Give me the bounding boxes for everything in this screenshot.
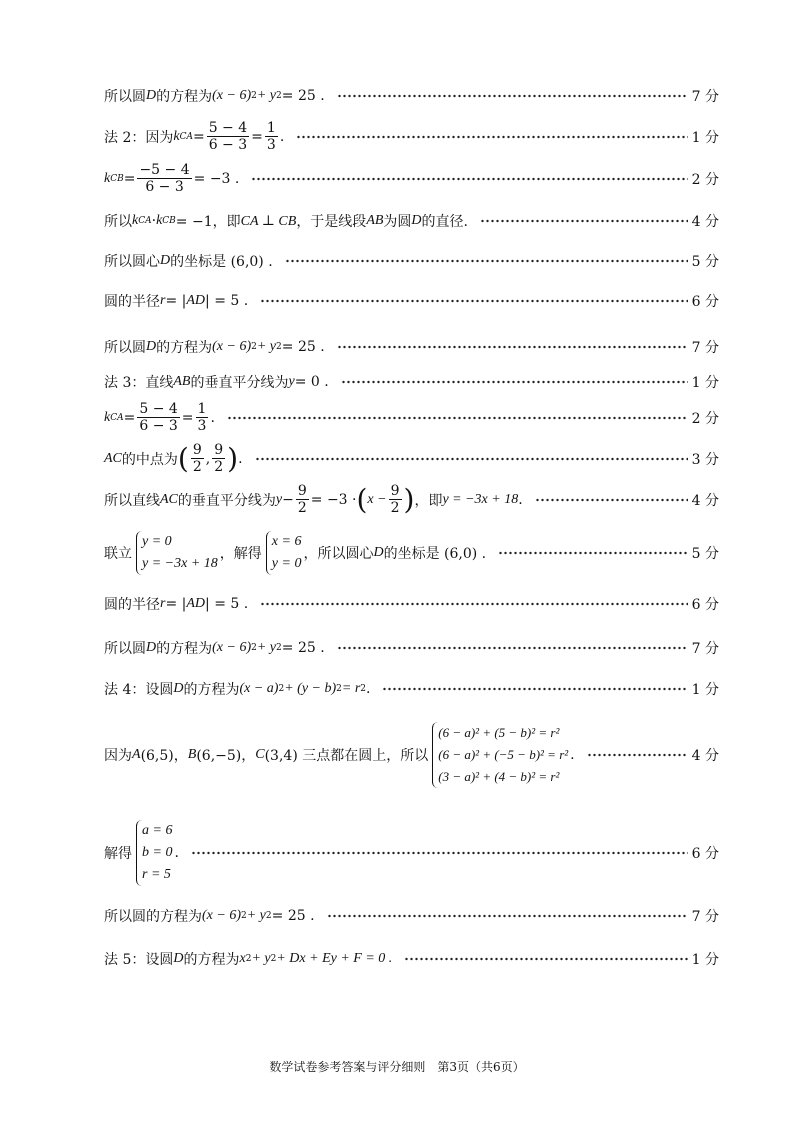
fraction xyxy=(389,483,402,516)
answer-line xyxy=(104,211,719,231)
paren-right: ) xyxy=(403,482,415,516)
math-expression: + y xyxy=(246,908,266,923)
math-expression: = | xyxy=(165,293,187,309)
math-expression: x xyxy=(239,951,246,966)
fraction xyxy=(191,442,204,475)
math-expression: = −3 · xyxy=(310,491,357,508)
score-label: 7 分 xyxy=(691,641,719,657)
math-expression: | = 5 . xyxy=(205,596,249,612)
equation: r = 5 xyxy=(142,867,171,882)
text: 为圆 xyxy=(383,214,412,230)
subscript: CA xyxy=(110,412,124,423)
math-expression: = xyxy=(192,128,205,145)
score-label: 2 分 xyxy=(691,171,719,188)
math-symbol: y xyxy=(275,491,283,507)
dot-leader xyxy=(296,134,687,140)
math-expression: . xyxy=(518,491,523,508)
math-symbol: k xyxy=(132,213,139,228)
math-symbol: D xyxy=(146,88,157,103)
denominator: 2 xyxy=(192,459,202,476)
numerator: 5 − 4 xyxy=(139,401,178,417)
text: 的坐标是 (6,0) . xyxy=(383,546,487,562)
answer-line xyxy=(104,120,719,153)
equation: x = 6 xyxy=(271,534,302,549)
superscript: 2 xyxy=(276,342,282,352)
denominator: 6 − 3 xyxy=(145,179,184,196)
answer-line xyxy=(104,251,719,271)
numerator: 1 xyxy=(266,120,276,136)
line-content xyxy=(104,820,179,886)
math-expression: = xyxy=(123,409,136,426)
text: 的方程为 xyxy=(183,682,240,698)
answer-line xyxy=(104,162,719,195)
numerator: 9 xyxy=(297,483,307,499)
superscript: 2 xyxy=(360,684,367,694)
math-symbol: k xyxy=(104,170,111,186)
answer-line xyxy=(104,594,719,614)
answer-line xyxy=(104,679,719,699)
math-expression: + y xyxy=(256,339,277,354)
line-content xyxy=(104,679,370,699)
text: 解得 xyxy=(104,846,132,862)
math-symbol: D xyxy=(146,339,157,354)
math-expression: | = 5 . xyxy=(205,293,249,309)
numerator: −5 − 4 xyxy=(139,162,190,178)
numerator: 5 − 4 xyxy=(208,120,248,136)
answer-line xyxy=(104,531,719,575)
dot-leader xyxy=(337,344,688,350)
text: (3,4) 三点都在圆上，所以 xyxy=(264,748,429,764)
equation: a = 6 xyxy=(142,823,173,838)
score-label: 3 分 xyxy=(691,451,719,468)
score-label: 2 分 xyxy=(691,410,719,427)
math-expression: (6,5)， xyxy=(140,748,188,764)
score-label: 5 分 xyxy=(691,546,719,562)
line-content xyxy=(104,722,575,788)
math-symbol: A xyxy=(132,747,141,762)
math-symbol: D xyxy=(146,640,157,655)
dot-leader xyxy=(255,456,688,462)
score-label: 1 分 xyxy=(691,952,719,968)
score-label: 4 分 xyxy=(691,492,719,509)
math-expression: = 0 . xyxy=(294,374,329,390)
text: 所以 xyxy=(104,214,132,230)
math-expression: y = −3x + 18 xyxy=(442,491,519,507)
math-symbol: r xyxy=(160,293,166,308)
math-expression: = | xyxy=(165,596,187,612)
score-label: 6 分 xyxy=(691,294,719,310)
score-label: 4 分 xyxy=(691,214,719,230)
text: 所以圆的方程为 xyxy=(104,909,202,925)
answer-line xyxy=(104,638,719,658)
answer-line xyxy=(104,442,719,475)
text: 联立 xyxy=(104,546,132,562)
line-content xyxy=(104,251,273,271)
line-content xyxy=(104,372,329,392)
score-label: 7 分 xyxy=(691,340,719,356)
superscript: 2 xyxy=(241,911,247,921)
score-label: 1 分 xyxy=(691,375,719,391)
fraction xyxy=(196,401,209,434)
numerator: 9 xyxy=(192,442,202,458)
line-content xyxy=(104,120,284,153)
text: 的垂直平分线为 xyxy=(190,375,289,391)
math-expression: · xyxy=(151,213,157,229)
subscript: CA xyxy=(138,216,152,226)
score-label: 7 分 xyxy=(691,909,719,925)
math-symbol: AC xyxy=(104,450,122,466)
equation-system xyxy=(266,531,302,575)
text: 的垂直平分线为 xyxy=(177,492,276,509)
math-symbol: k xyxy=(104,409,111,425)
superscript: 2 xyxy=(251,91,257,101)
text: 所以圆 xyxy=(104,340,146,356)
math-expression: = 25 . xyxy=(281,339,325,355)
superscript: 2 xyxy=(276,91,282,101)
superscript: 2 xyxy=(270,954,277,964)
math-expression: + y xyxy=(251,951,271,966)
answer-line xyxy=(104,337,719,357)
math-symbol: k xyxy=(173,128,180,144)
superscript: 2 xyxy=(245,954,252,964)
dot-leader xyxy=(251,176,687,182)
math-expression: . xyxy=(570,747,575,763)
math-symbol: r xyxy=(160,596,166,611)
dot-leader xyxy=(260,601,687,607)
text: 所以圆 xyxy=(104,641,146,657)
math-symbol: k xyxy=(156,213,163,228)
superscript: 2 xyxy=(251,643,257,653)
math-expression: = 25 . xyxy=(281,640,325,656)
math-expression: (x − 6) xyxy=(212,88,252,103)
score-label: 5 分 xyxy=(691,254,719,270)
denominator: 2 xyxy=(390,500,400,517)
line-content xyxy=(104,531,486,575)
math-expression: . xyxy=(279,128,285,145)
text: 法 2：因为 xyxy=(104,129,174,146)
dot-leader xyxy=(382,686,687,692)
score-label: 6 分 xyxy=(691,846,719,862)
subscript: CB xyxy=(162,216,176,226)
math-expression: , xyxy=(205,450,211,467)
fraction xyxy=(137,162,191,195)
math-expression: (6,−5)， xyxy=(196,748,256,764)
denominator: 6 − 3 xyxy=(208,137,248,154)
math-symbol: D xyxy=(160,253,171,268)
dot-leader xyxy=(260,298,687,304)
text: 的坐标是 (6,0) . xyxy=(170,254,273,270)
line-content xyxy=(104,86,325,106)
math-expression: CA ⊥ CB xyxy=(240,213,297,229)
math-expression: x − xyxy=(367,491,387,507)
text: 的方程为 xyxy=(156,340,213,356)
math-expression: + (y − b) xyxy=(284,681,337,696)
math-symbol: AC xyxy=(160,491,178,507)
dot-leader xyxy=(480,218,688,224)
superscript: 2 xyxy=(276,643,282,653)
text: 的中点为 xyxy=(121,451,178,468)
text: 圆的半径 xyxy=(104,294,160,310)
answer-line xyxy=(104,906,719,926)
fraction xyxy=(296,483,309,516)
line-content xyxy=(104,291,248,311)
answer-line xyxy=(104,483,719,516)
answer-line xyxy=(104,291,719,311)
superscript: 2 xyxy=(278,684,285,694)
math-expression: − xyxy=(282,491,294,508)
math-symbol: y xyxy=(288,374,295,389)
line-content xyxy=(104,638,325,658)
math-expression: = 25 . xyxy=(281,88,325,104)
math-expression: + Dx + Ey + F = 0 . xyxy=(276,951,393,966)
line-content xyxy=(104,594,248,614)
subscript: CB xyxy=(110,173,124,184)
answer-line xyxy=(104,820,719,886)
score-label: 6 分 xyxy=(691,597,719,613)
text: ，所以圆心 xyxy=(303,546,374,562)
line-content xyxy=(104,211,468,231)
text: 法 5：设圆 xyxy=(104,952,174,968)
math-expression: = −1，即 xyxy=(175,214,241,230)
math-symbol: AD xyxy=(186,596,206,611)
text: 所以圆 xyxy=(104,89,146,105)
math-expression: = r xyxy=(341,681,361,696)
text: 因为 xyxy=(104,748,132,764)
math-symbol: AB xyxy=(366,213,384,228)
line-content xyxy=(104,442,243,475)
superscript: 2 xyxy=(265,911,272,921)
score-label: 1 分 xyxy=(691,682,719,698)
math-expression: . xyxy=(366,681,371,697)
dot-leader xyxy=(285,258,688,264)
dot-leader xyxy=(535,497,688,503)
text: ，于是线段 xyxy=(296,214,367,230)
text: 法 4：设圆 xyxy=(104,682,174,698)
dot-leader xyxy=(191,850,688,856)
numerator: 9 xyxy=(214,442,224,458)
math-expression: (x − 6) xyxy=(212,339,252,354)
equation-system xyxy=(136,531,218,575)
math-expression: = xyxy=(181,409,194,426)
dot-leader xyxy=(341,379,688,385)
equation: (6 − a)² + (−5 − b)² = r² xyxy=(438,747,569,762)
math-expression: = −3 . xyxy=(193,170,240,187)
text: 所以直线 xyxy=(104,492,160,509)
equation: y = −3x + 18 xyxy=(142,556,218,571)
line-content xyxy=(104,906,315,926)
equation: y = 0 xyxy=(271,556,302,571)
line-content xyxy=(104,162,239,195)
dot-leader xyxy=(337,645,688,651)
subscript: CA xyxy=(179,131,193,142)
math-expression: + y xyxy=(256,88,277,103)
text: 所以圆心 xyxy=(104,254,160,270)
answer-line xyxy=(104,372,719,392)
paren-left: ( xyxy=(177,441,189,475)
equation-system xyxy=(432,722,568,788)
numerator: 9 xyxy=(390,483,400,499)
score-label: 1 分 xyxy=(691,129,719,146)
denominator: 2 xyxy=(297,500,307,517)
math-symbol: D xyxy=(173,951,184,966)
text: 的方程为 xyxy=(183,952,240,968)
equation: y = 0 xyxy=(142,534,172,549)
math-symbol: AB xyxy=(173,374,191,389)
math-expression: (x − 6) xyxy=(202,908,241,923)
denominator: 6 − 3 xyxy=(139,418,178,435)
math-expression: . xyxy=(174,845,179,861)
math-symbol: D xyxy=(373,545,384,560)
line-content xyxy=(104,337,325,357)
paren-left: ( xyxy=(356,482,368,516)
answer-line xyxy=(104,949,719,969)
dot-leader xyxy=(498,550,688,556)
math-expression: = 25 . xyxy=(271,908,315,924)
math-expression: (x − a) xyxy=(239,681,279,696)
superscript: 2 xyxy=(336,684,342,694)
line-content xyxy=(104,401,215,434)
text: 的方程为 xyxy=(156,89,213,105)
superscript: 2 xyxy=(251,342,257,352)
fraction xyxy=(212,442,225,475)
math-expression: (x − 6) xyxy=(212,640,252,655)
denominator: 2 xyxy=(214,459,224,476)
text: 的直径. xyxy=(421,214,468,230)
math-symbol: D xyxy=(411,213,422,228)
line-content xyxy=(104,483,523,516)
text: 圆的半径 xyxy=(104,597,160,613)
fraction xyxy=(207,120,249,153)
equation-system xyxy=(136,820,172,886)
dot-leader xyxy=(404,956,687,962)
math-symbol: C xyxy=(255,747,265,762)
fraction xyxy=(137,401,179,434)
answer-line xyxy=(104,722,719,788)
math-expression: = xyxy=(251,128,263,145)
dot-leader xyxy=(327,913,688,919)
dot-leader xyxy=(227,415,688,421)
equation: b = 0 xyxy=(142,845,173,860)
score-label: 4 分 xyxy=(691,748,719,764)
equation: (6 − a)² + (5 − b)² = r² xyxy=(438,725,560,740)
answer-line xyxy=(104,401,719,434)
page-footer: 数学试卷参考答案与评分细则 第3页（共6页） xyxy=(269,1060,525,1074)
numerator: 1 xyxy=(197,401,207,417)
score-label: 7 分 xyxy=(691,89,719,105)
fraction xyxy=(265,120,278,153)
denominator: 3 xyxy=(266,137,276,154)
denominator: 3 xyxy=(197,418,207,435)
math-symbol: D xyxy=(173,681,184,696)
text: ，解得 xyxy=(219,546,262,562)
equation: (3 − a)² + (4 − b)² = r² xyxy=(438,769,560,784)
text: ，即 xyxy=(414,492,443,509)
line-content xyxy=(104,949,392,969)
text: 的方程为 xyxy=(156,641,213,657)
math-expression: = xyxy=(123,170,136,187)
math-symbol: AD xyxy=(186,293,206,308)
dot-leader xyxy=(337,93,688,99)
answer-line xyxy=(104,86,719,106)
dot-leader xyxy=(587,752,688,758)
math-expression: + y xyxy=(256,640,277,655)
math-expression: . xyxy=(210,409,215,426)
math-expression: . xyxy=(238,450,243,467)
text: 法 3：直线 xyxy=(104,375,174,391)
paren-right: ) xyxy=(227,441,239,475)
math-symbol: B xyxy=(187,747,197,762)
